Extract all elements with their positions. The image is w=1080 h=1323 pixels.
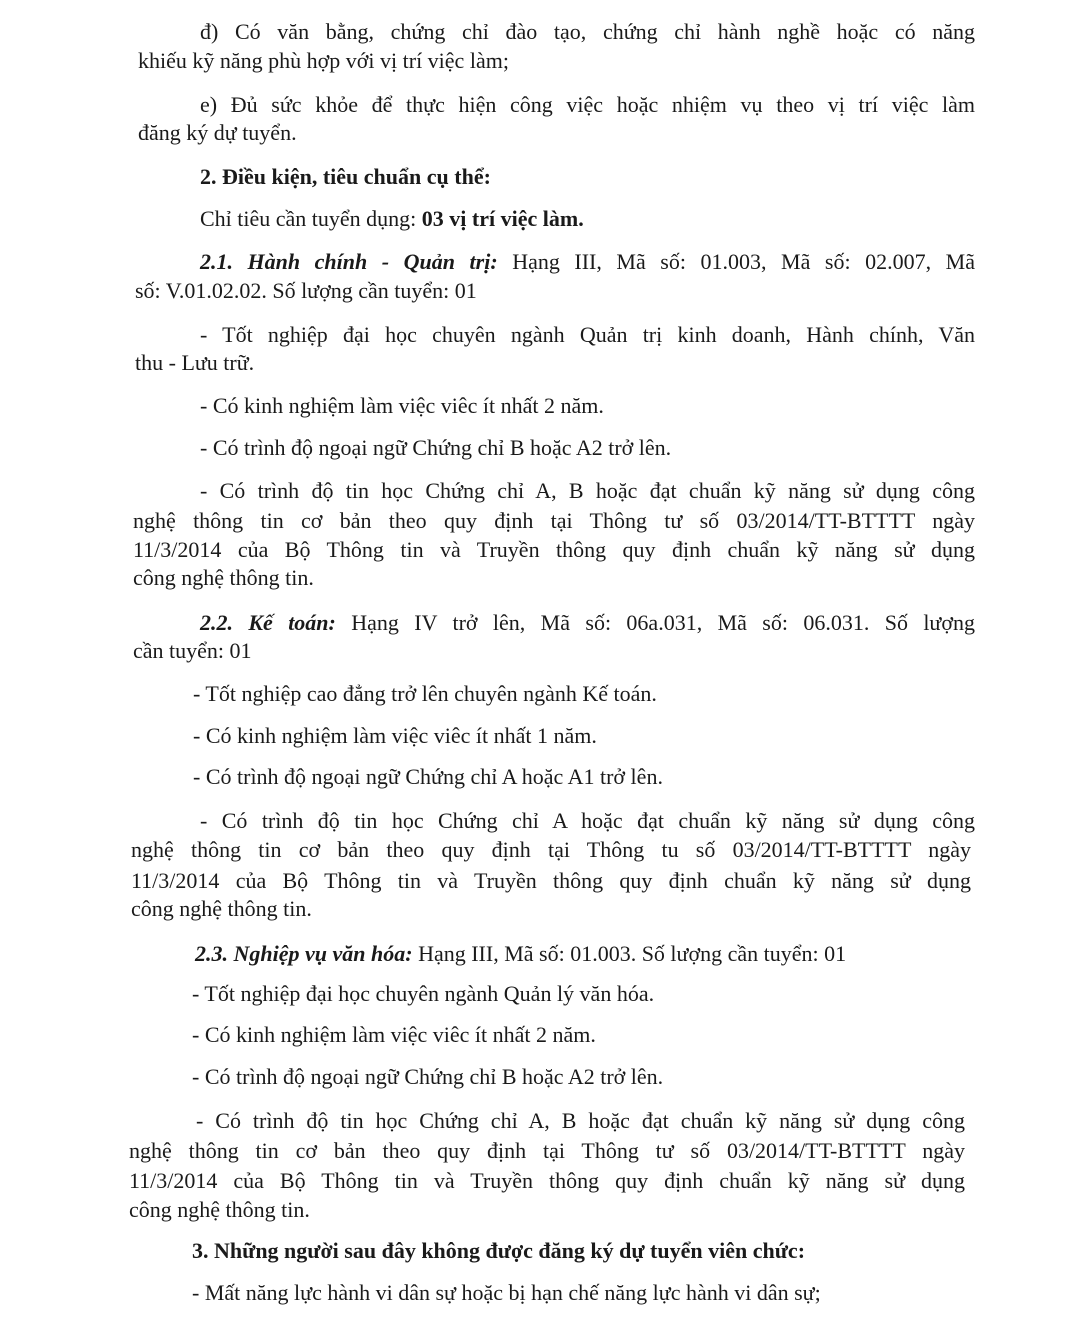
quota-value: 03 vị trí việc làm. [421,206,584,231]
s23-it-line: 11/3/2014 của Bộ Thông tin và Truyền thông quy định chuẩn kỹ năng sử dụng [129,1168,965,1193]
s22-title-line [133,608,975,637]
s22-it-line: 11/3/2014 của Bộ Thông tin và Truyền thông quy định chuẩn kỹ năng sử dụng [131,868,971,893]
s21-it-line: công nghệ thông tin. [133,565,314,590]
s21-edu-line: thu - Lưu trữ. [135,350,255,375]
paragraph-d-line: đ) Có văn bằng, chứng chỉ đào tạo, chứng chỉ hành nghề hoặc có năng [200,19,975,44]
s3-item: - Mất năng lực hành vi dân sự hoặc bị hạn chế năng lực hành vi dân sự; [192,1280,821,1305]
paragraph-e-line: e) Đủ sức khỏe để thực hiện công việc hoặc nhiệm vụ theo vị trí việc làm [200,92,975,117]
s21-line1-rest: Hạng III, Mã số: 01.003, Mã số: 02.007, Mã [497,249,975,274]
s22-exp: - Có kinh nghiệm làm việc viêc ít nhất 1 năm. [193,723,597,748]
section-2-heading: 2. Điều kiện, tiêu chuẩn cụ thể: [200,164,491,189]
s21-title-line [133,247,975,276]
quota-line [133,204,975,233]
s22-line2: cần tuyển: 01 [133,638,252,663]
s23-line1-rest: Hạng III, Mã số: 01.003. Số lượng cần tuyển: 01 [412,941,847,966]
s22-it-line: công nghệ thông tin. [131,896,312,921]
s23-edu: - Tốt nghiệp đại học chuyên ngành Quản lý văn hóa. [192,981,655,1006]
s22-it-line: - Có trình độ tin học Chứng chỉ A hoặc đạt chuẩn kỹ năng sử dụng công [200,808,975,833]
paragraph-e-line: đăng ký dự tuyển. [138,120,297,145]
s23-it-line: - Có trình độ tin học Chứng chỉ A, B hoặc đạt chuẩn kỹ năng sử dụng công [196,1108,965,1133]
s21-lang: - Có trình độ ngoại ngữ Chứng chỉ B hoặc A2 trở lên. [200,435,672,460]
s23-lang: - Có trình độ ngoại ngữ Chứng chỉ B hoặc A2 trở lên. [192,1064,664,1089]
s22-lang: - Có trình độ ngoại ngữ Chứng chỉ A hoặc A1 trở lên. [193,764,663,789]
s21-line2: số: V.01.02.02. Số lượng cần tuyển: 01 [135,278,477,303]
s22-line1-rest: Hạng IV trở lên, Mã số: 06a.031, Mã số: 06.031. Số lượng [335,610,975,635]
s23-it-line: công nghệ thông tin. [129,1197,310,1222]
section-3-heading: 3. Những người sau đây không được đăng ký dự tuyển viên chức: [192,1238,806,1263]
s22-edu: - Tốt nghiệp cao đẳng trở lên chuyên ngành Kế toán. [193,681,657,706]
s21-edu-line: - Tốt nghiệp đại học chuyên ngành Quản trị kinh doanh, Hành chính, Văn [200,322,975,347]
s21-title: 2.1. Hành chính - Quản trị: [200,249,498,274]
s21-it-line: - Có trình độ tin học Chứng chỉ A, B hoặc đạt chuẩn kỹ năng sử dụng công [200,478,975,503]
s21-it-line: 11/3/2014 của Bộ Thông tin và Truyền thông quy định chuẩn kỹ năng sử dụng [133,537,975,562]
s22-it-line: nghệ thông tin cơ bản theo quy định tại Thông tu số 03/2014/TT-BTTTT ngày [131,837,971,862]
quota-label: Chỉ tiêu cần tuyển dụng: [200,206,422,231]
s21-it-line: nghệ thông tin cơ bản theo quy định tại Thông tư số 03/2014/TT-BTTTT ngày [133,508,975,533]
s21-exp: - Có kinh nghiệm làm việc viêc ít nhất 2 năm. [200,393,604,418]
s23-title: 2.3. Nghiệp vụ văn hóa: [195,941,413,966]
paragraph-d-line: khiếu kỹ năng phù hợp với vị trí việc làm; [138,48,509,73]
s22-title: 2.2. Kế toán: [200,610,336,635]
s23-exp: - Có kinh nghiệm làm việc viêc ít nhất 2 năm. [192,1022,596,1047]
s23-title-line [195,939,1037,968]
s23-it-line: nghệ thông tin cơ bản theo quy định tại Thông tư số 03/2014/TT-BTTTT ngày [129,1138,965,1163]
